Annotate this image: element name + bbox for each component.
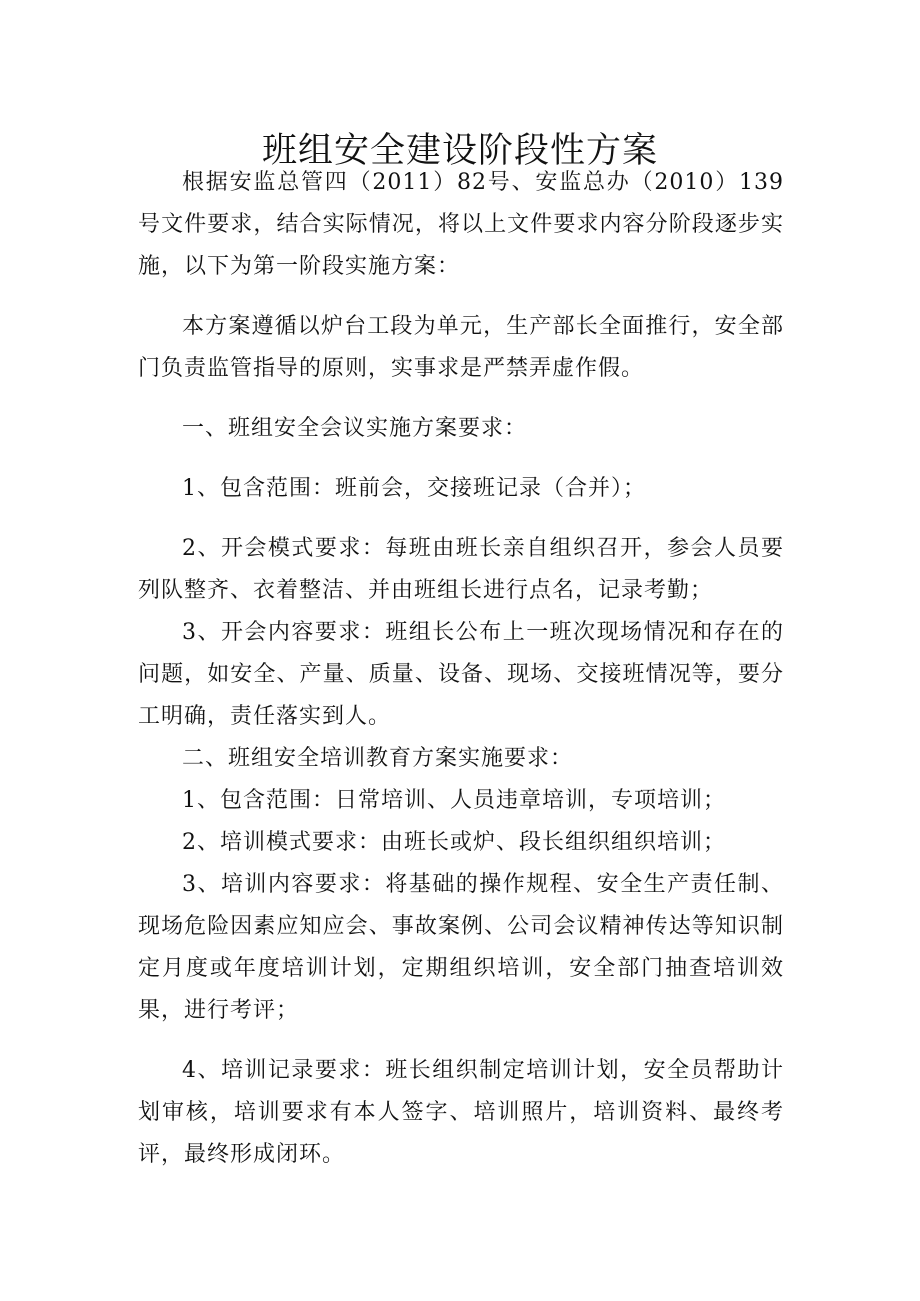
paragraph-meeting-scope: 1、包含范围：班前会，交接班记录（合并）； — [182, 476, 646, 501]
paragraph-principle: 本方案遵循以炉台工段为单元，生产部长全面推行，安全部门负责监管指导的原则，实事求是严禁弄虚作假。 — [138, 314, 784, 381]
section-heading-training: 二、班组安全培训教育方案实施要求： — [182, 746, 574, 771]
paragraph-training-record: 4、培训记录要求：班长组织制定培训计划，安全员帮助计划审核，培训要求有本人签字、培训照片，培训资料、最终考评，最终形成闭环。 — [138, 1058, 784, 1167]
paragraph-meeting-mode: 2、开会模式要求：每班由班长亲自组织召开，参会人员要列队整齐、衣着整洁、并由班组长进行点名，记录考勤； — [138, 536, 784, 603]
paragraph-training-scope: 1、包含范围：日常培训、人员违章培训，专项培训； — [182, 788, 726, 813]
paragraph-intro: 根据安监总管四（2011）82号、安监总办（2010）139号文件要求，结合实际情况，将以上文件要求内容分阶段逐步实施，以下为第一阶段实施方案： — [138, 170, 784, 279]
paragraph-meeting-content: 3、开会内容要求：班组长公布上一班次现场情况和存在的问题，如安全、产量、质量、设备、现场、交接班情况等，要分工明确，责任落实到人。 — [138, 620, 784, 729]
section-heading-meeting: 一、班组安全会议实施方案要求： — [182, 416, 528, 441]
paragraph-training-content: 3、培训内容要求：将基础的操作规程、安全生产责任制、现场危险因素应知应会、事故案例、公司会议精神传达等知识制定月度或年度培训计划，定期组织培训，安全部门抽查培训效果，进行考评； — [138, 872, 784, 1023]
document-body — [138, 162, 784, 1176]
paragraph-training-mode: 2、培训模式要求：由班长或炉、段长组织组织培训； — [182, 830, 726, 855]
document-title: 班组安全建设阶段性方案 — [261, 131, 658, 172]
